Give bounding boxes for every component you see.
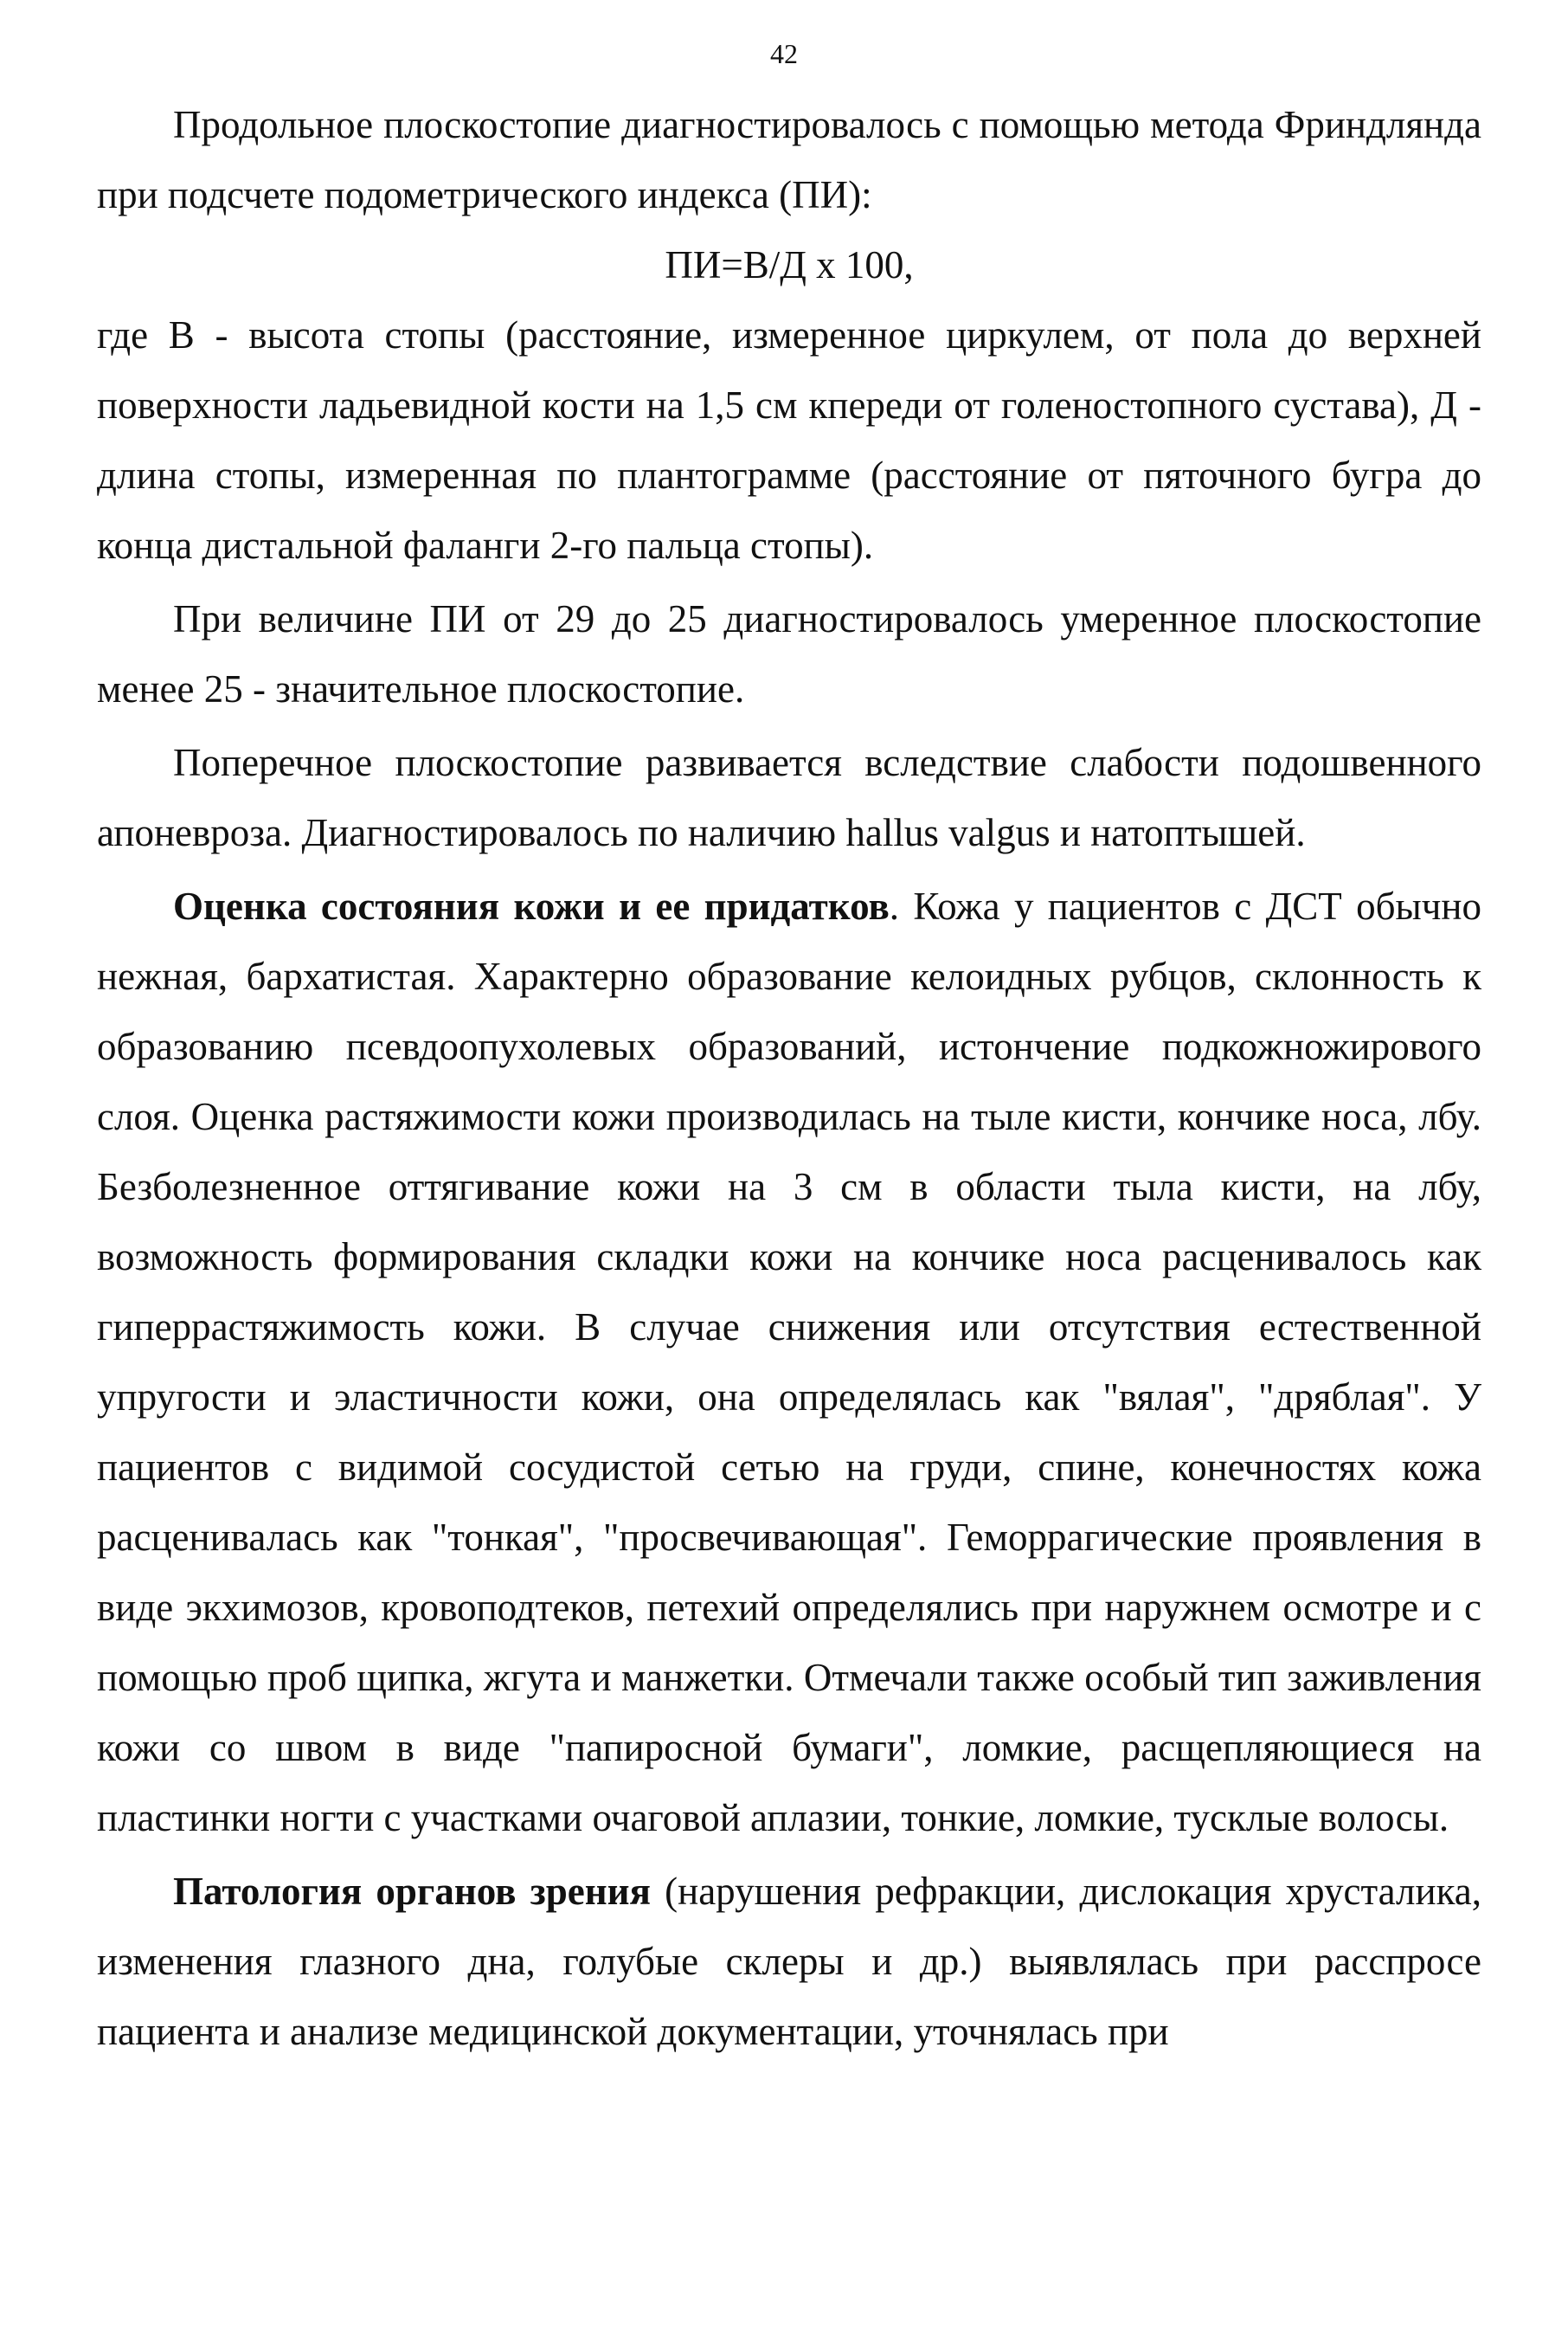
section-heading-vision: Патология органов зрения [173, 1870, 651, 1913]
page-number: 42 [770, 38, 798, 69]
paragraph-text: где В - высота стопы (расстояние, измеренное циркулем, от пола до верхней поверхности ладьевидной кости на 1,5 см кпереди от голеностопного сустава), Д - длина стопы, измеренная по плантограмме (расстояние от пяточного бугра до конца дистальной фаланги 2-го пальца стопы). [97, 313, 1481, 567]
paragraph-text: (нарушения рефракции, дислокация хрусталика, изменения глазного дна, голубые склеры и др.) выявлялась при расспросе пациента и анализе медицинской документации, уточнялась при [97, 1870, 1481, 2053]
paragraph-text: Продольное плоскостопие диагностировалось с помощью метода Фриндлянда при подсчете подометрического индекса (ПИ): [97, 103, 1481, 216]
formula-text: ПИ=В/Д х 100, [665, 243, 914, 286]
paragraph-skin-assessment [97, 872, 1481, 1853]
paragraph-longitudinal-flatfoot [97, 90, 1481, 230]
formula-podometric-index [97, 230, 1481, 300]
paragraph-text: При величине ПИ от 29 до 25 диагностировалось умеренное плоскостопие менее 25 - значительное плоскостопие. [97, 597, 1481, 711]
paragraph-index-values [97, 584, 1481, 724]
paragraph-vision-pathology [97, 1857, 1481, 2067]
section-heading-skin: Оценка состояния кожи и ее придатков [173, 885, 890, 928]
paragraph-transverse-flatfoot [97, 728, 1481, 868]
paragraph-text: . Кожа у пациентов с ДСТ обычно нежная, бархатистая. Характерно образование келоидных рубцов, склонность к образованию псевдоопухолевых образований, истончение подкожножирового слоя. Оценка растяжимости кожи производилась на тыле кисти, кончике носа, лбу. Безболезненное оттягивание кожи на 3 см в области тыла кисти, на лбу, возможность формирования складки кожи на кончике носа расценивалось как гиперрастяжимость кожи. В случае снижения или отсутствия естественной упругости и эластичности кожи, она определялась как "вялая", "дряблая". У пациентов с видимой сосудистой сетью на груди, спине, конечностях кожа расценивалась как "тонкая", "просвечивающая". Геморрагические проявления в виде экхимозов, кровоподтеков, петехий определялись при наружнем осмотре и с помощью проб щипка, жгута и манжетки. Отмечали также особый тип заживления кожи со швом в виде "папиросной бумаги", ломкие, расщепляющиеся на пластинки ногти с участками очаговой аплазии, тонкие, ломкие, тусклые волосы. [97, 885, 1481, 1839]
document-body [97, 90, 1481, 2067]
paragraph-formula-explanation [97, 300, 1481, 581]
paragraph-text: Поперечное плоскостопие развивается вследствие слабости подошвенного апоневроза. Диагностировалось по наличию hallus valgus и натоптышей. [97, 741, 1481, 854]
